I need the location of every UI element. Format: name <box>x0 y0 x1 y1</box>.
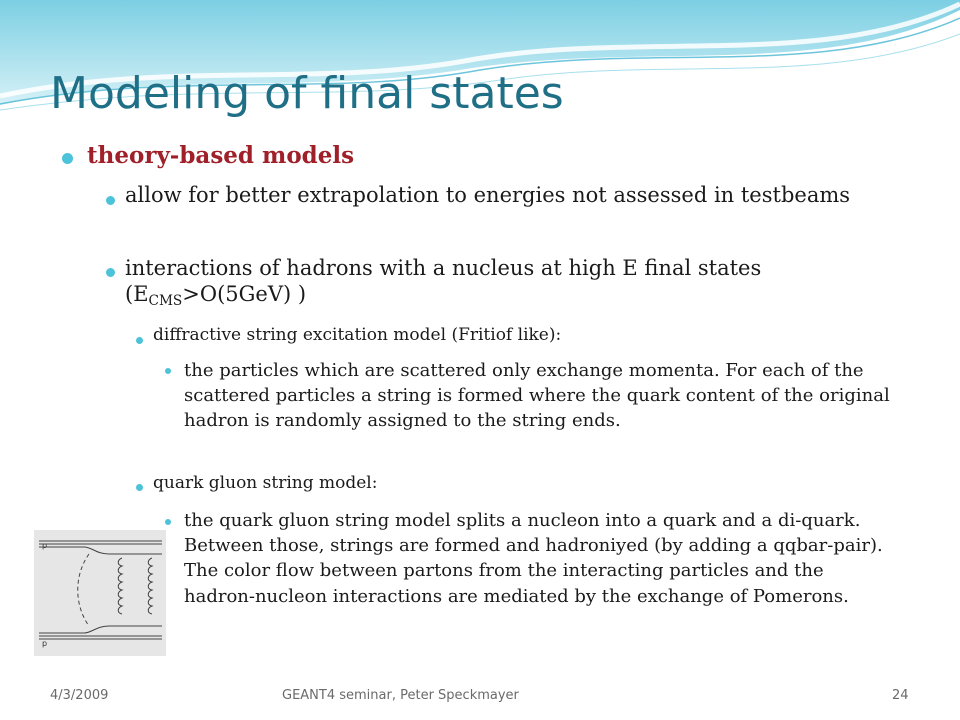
cms-subscript: CMS <box>148 292 183 309</box>
footer-date: 4/3/2009 <box>50 688 109 703</box>
bullet-quark-gluon-model: quark gluon string model: <box>153 473 378 493</box>
bullet-dot <box>136 484 143 491</box>
bullet-extrapolation: allow for better extrapolation to energies not assessed in testbeams <box>125 183 851 207</box>
bullet-hadron-nucleus-tail: >O(5GeV) ) <box>182 281 307 306</box>
bullet-dot <box>165 519 171 525</box>
diagram-label-bottom: p <box>42 639 48 648</box>
bullet-hadron-nucleus <box>125 256 885 307</box>
bullet-dot <box>106 196 115 205</box>
bullet-diffractive-model: diffractive string excitation model (Fritiof like): <box>153 325 562 345</box>
bullet-dot <box>136 337 143 344</box>
bullet-hadron-nucleus-text: interactions of hadrons with a nucleus at high E final states (E <box>125 256 762 306</box>
slide-title: Modeling of final states <box>50 68 564 119</box>
bullet-dot <box>62 153 73 164</box>
qgsm-diagram <box>34 530 166 656</box>
bullet-scattered-particles: the particles which are scattered only exchange momenta. For each of the scattered particles a string is formed where the quark content of the original hadron is randomly assigned to the string ends. <box>184 360 890 432</box>
footer-presenter: GEANT4 seminar, Peter Speckmayer <box>282 688 519 703</box>
page-number: 24 <box>892 688 909 703</box>
diagram-label-top: p <box>42 541 48 550</box>
bullet-dot <box>106 268 115 277</box>
bullet-dot <box>165 368 171 374</box>
heading-theory-based-models: theory-based models <box>87 142 355 169</box>
qgsm-diagram-drawing <box>34 530 166 656</box>
bullet-qgsm-description: the quark gluon string model splits a nucleon into a quark and a di-quark. Between those, strings are formed and hadroniyed (by adding a qqbar-pair). The color flow between partons from the interacting particles and the hadron-nucleon interactions are mediated by the exchange of Pomerons. <box>184 510 883 607</box>
